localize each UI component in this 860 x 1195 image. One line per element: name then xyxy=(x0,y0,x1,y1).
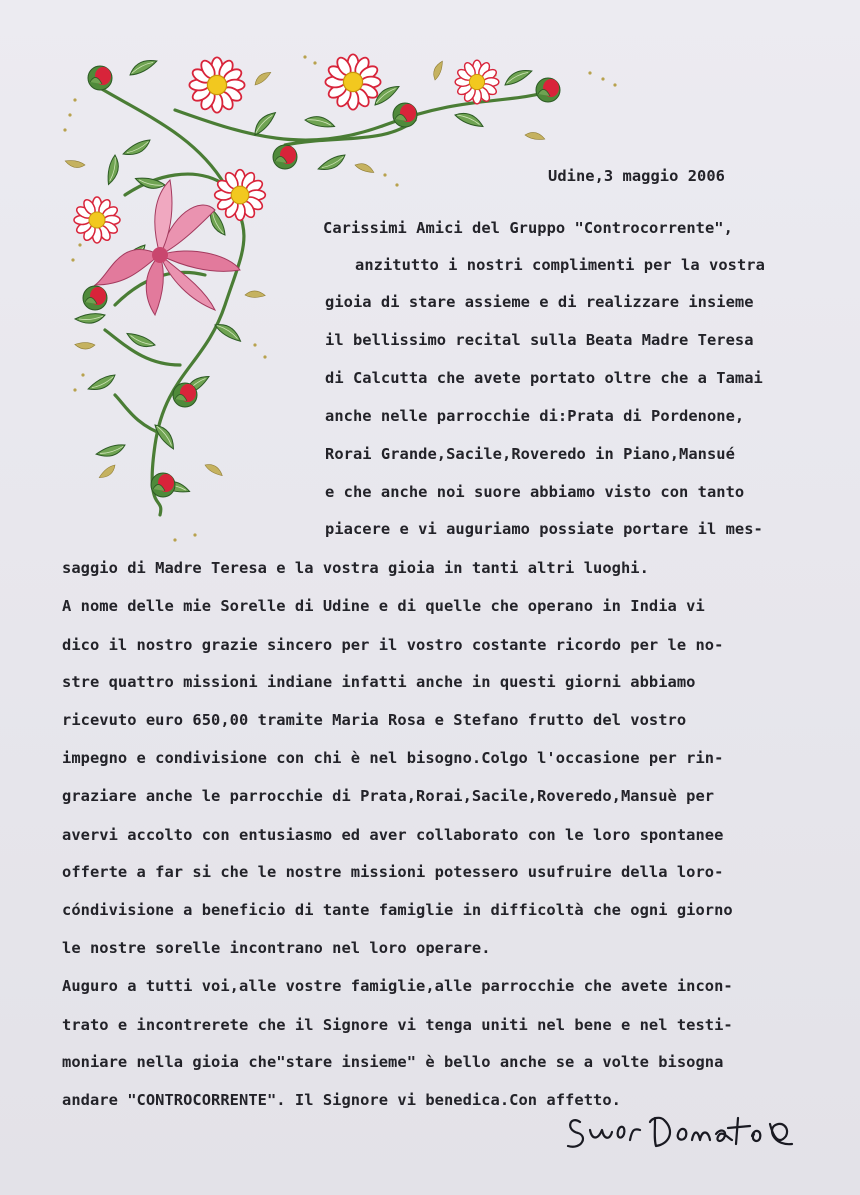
letter-line: graziare anche le parrocchie di Prata,Rorai,Sacile,Roveredo,Mansuè per xyxy=(62,787,715,805)
letter-date: Udine,3 maggio 2006 xyxy=(548,167,726,185)
letter-line: piacere e vi auguriamo possiate portare il mes- xyxy=(325,520,763,538)
letter-line: ricevuto euro 650,00 tramite Maria Rosa e Stefano frutto del vostro xyxy=(62,711,687,729)
letter-line: offerte a far si che le nostre missioni potessero usufruire della loro- xyxy=(62,863,724,881)
letter-line: le nostre sorelle incontrano nel loro operare. xyxy=(62,939,491,957)
letter-line: moniare nella gioia che"stare insieme" è bello anche se a volte bisogna xyxy=(62,1053,724,1071)
letter-line: stre quattro missioni indiane infatti anche in questi giorni abbiamo xyxy=(62,673,696,691)
letter-line: trato e incontrerete che il Signore vi tenga uniti nel bene e nel testi- xyxy=(62,1016,733,1034)
letter-line: e che anche noi suore abbiamo visto con tanto xyxy=(325,483,745,501)
letter-line: A nome delle mie Sorelle di Udine e di quelle che operano in India vi xyxy=(62,597,705,615)
letter-line: andare "CONTROCORRENTE". Il Signore vi benedica.Con affetto. xyxy=(62,1091,621,1109)
letter-line: anche nelle parrocchie di:Prata di Pordenone, xyxy=(325,407,745,425)
letter-line: gioia di stare assieme e di realizzare insieme xyxy=(325,293,754,311)
letter-line: saggio di Madre Teresa e la vostra gioia in tanti altri luoghi. xyxy=(62,559,649,577)
letter-salutation: Carissimi Amici del Gruppo "Controcorrente", xyxy=(323,219,733,237)
letter-line: impegno e condivisione con chi è nel bisogno.Colgo l'occasione per rin- xyxy=(62,749,724,767)
letter-line: il bellissimo recital sulla Beata Madre Teresa xyxy=(325,331,754,349)
letter-line: dico il nostro grazie sincero per il vostro costante ricordo per le no- xyxy=(62,636,724,654)
letter-line: Auguro a tutti voi,alle vostre famiglie,alle parrocchie che avete incon- xyxy=(62,977,733,995)
letter-line: Rorai Grande,Sacile,Roveredo in Piano,Mansué xyxy=(325,445,735,463)
handwritten-signature xyxy=(560,1100,800,1160)
letter-line: di Calcutta che avete portato oltre che a Tamai xyxy=(325,369,763,387)
letter-line: avervi accolto con entusiasmo ed aver collaborato con le loro spontanee xyxy=(62,826,724,844)
letter-line: cóndivisione a beneficio di tante famiglie in difficoltà che ogni giorno xyxy=(62,901,733,919)
letter-line: anzitutto i nostri complimenti per la vostra xyxy=(355,256,765,274)
